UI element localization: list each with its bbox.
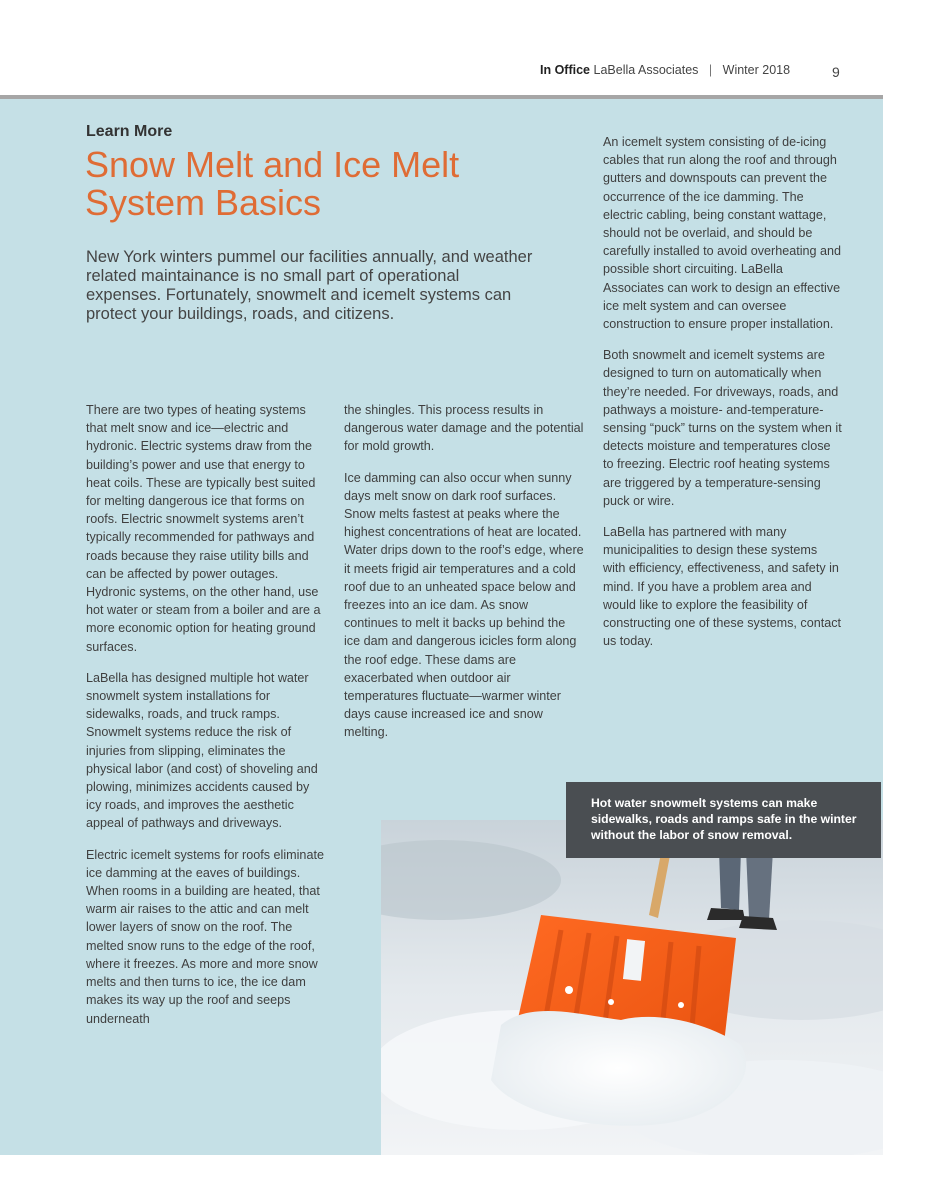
article-column-1 (86, 401, 326, 1041)
paragraph: An icemelt system consisting of de-icing cables that run along the roof and through gutters and downspouts can prevent the occurrence of the ice damming. The electric cabling, being constant wattage, should not be overlaid, and should be carefully installed to avoid overheating and possible short circuiting. LaBella Associates can work to design an effective ice melt system and can oversee construction to ensure proper installation. (603, 135, 842, 332)
company-name: LaBella Associates (593, 63, 699, 77)
page-header (540, 63, 860, 80)
photo-caption: Hot water snowmelt systems can make sidewalks, roads and ramps safe in the winter without the labor of snow removal. (566, 782, 881, 858)
article-column-2 (344, 401, 584, 755)
article-title: Snow Melt and Ice Melt System Basics (85, 144, 460, 223)
article-intro: New York winters pummel our facilities annually, and weather related maintainance is no small part of operational expenses. Fortunately, snowmelt and icemelt systems can protect your buildings, roads, and citizens. (86, 248, 533, 323)
publication-name: In Office (540, 63, 591, 77)
paragraph: Both snowmelt and icemelt systems are designed to turn on automatically when they’re needed. For driveways, roads, and pathways a moisture- and-temperature- sensing “puck” turns on the system when it detects moisture and temperatures close to freezing. Electric roof heating systems are triggered by a temperature-sensing puck or wire. (603, 348, 842, 508)
article-column-3 (603, 133, 843, 663)
paragraph: Electric icemelt systems for roofs eliminate ice damming at the eaves of buildings. When rooms in a building are heated, that warm air raises to the attic and can melt lower layers of snow on the roof. The melted snow runs to the edge of the roof, where it freezes. As more and more snow melts and then turns to ice, the ice dam makes its way up the roof and seeps underneath (86, 847, 324, 1026)
paragraph: LaBella has partnered with many municipalities to design these systems with efficiency, effectiveness, and safety in mind. If you have a problem area and would like to explore the feasibility of constructing one of these systems, contact us today. (603, 525, 842, 649)
header-separator: | (708, 63, 713, 77)
paragraph: LaBella has designed multiple hot water snowmelt system installations for sidewalks, roads, and truck ramps. Snowmelt systems reduce the risk of injuries from slipping, eliminates the physical labor (and cost) of shoveling and plowing, minimizes accidents caused by icy roads, and improves the aesthetic appeal of pathways and driveways. (86, 670, 318, 831)
issue-date: Winter 2018 (722, 63, 791, 77)
snow-shovel-photo (381, 820, 883, 1155)
paragraph: Ice damming can also occur when sunny days melt snow on dark roof surfaces. Snow melts fastest at peaks where the highest concentrations of heat are located. Water drips down to the roof’s edge, where it meets frigid air temperatures and a cold roof due to an unheated space below and freezes into an ice dam. As snow continues to melt it backs up behind the ice dam and dangerous icicles form along the roof edge. These dams are exacerbated when outdoor air temperatures fluctuate—warmer winter days cause increased ice and snow melting. (344, 470, 584, 740)
page-number: 9 (832, 64, 840, 80)
paragraph: There are two types of heating systems that melt snow and ice—electric and hydronic. Electric systems draw from the building’s power and use that energy to heat coils. These are typically best suited for melting dangerous ice that forms on roofs. Electric snowmelt systems aren’t typically recommended for pathways and roads because they raise utility bills and can be affected by power outages. Hydronic systems, on the other hand, use hot water or steam from a boiler and are a more economic option for heating ground surfaces. (86, 403, 321, 654)
section-kicker: Learn More (86, 123, 173, 140)
paragraph: the shingles. This process results in dangerous water damage and the potential for mold growth. (344, 403, 584, 454)
